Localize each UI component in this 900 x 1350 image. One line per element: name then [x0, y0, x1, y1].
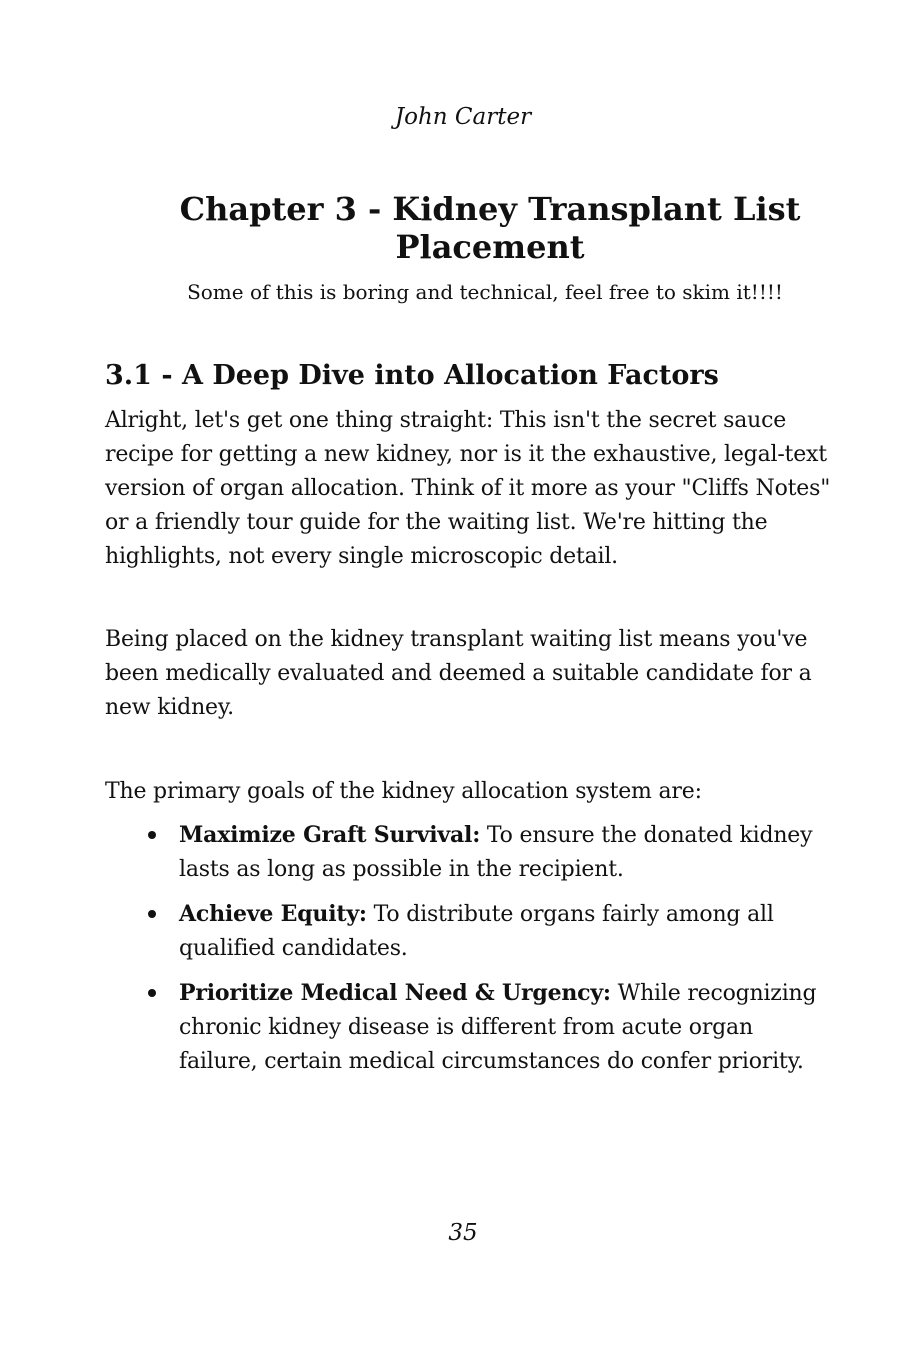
list-item [140, 897, 830, 966]
bullet-icon [148, 910, 156, 918]
body-paragraph-waiting-list: Being placed on the kidney transplant waiting list means you've been medically evaluated and deemed a suitable candidate for a new kidney. [105, 627, 812, 720]
running-head-author: John Carter [394, 104, 532, 130]
body-paragraph-intro: Alright, let's get one thing straight: This isn't the secret sauce recipe for getting a new kidney, nor is it the exhaustive, legal-text version of organ allocation. Think of it more as your "Cliffs Notes" or a friendly tour guide for the waiting list. We're hitting the highlights, not every single microscopic detail. [105, 408, 831, 569]
page-number: 35 [448, 1220, 478, 1246]
chapter-title: Chapter 3 - Kidney Transplant List Placement [179, 190, 801, 266]
bullet-icon [148, 831, 156, 839]
goal-term: Achieve Equity: [179, 901, 367, 927]
list-item [140, 818, 830, 887]
section-heading: 3.1 - A Deep Dive into Allocation Factors [105, 360, 719, 391]
goal-term: Maximize Graft Survival: [179, 822, 481, 848]
goal-description: To ensure the donated kidney lasts as long as possible in the recipient. [179, 823, 813, 882]
allocation-goals-list [140, 818, 830, 1089]
body-paragraph-goals-lead: The primary goals of the kidney allocation system are: [105, 779, 702, 804]
goal-term: Prioritize Medical Need & Urgency: [179, 980, 611, 1006]
goal-description: To distribute organs fairly among all qualified candidates. [179, 902, 774, 961]
goal-description: While recognizing chronic kidney disease is different from acute organ failure, certain medical circumstances do confer priority. [179, 981, 817, 1074]
bullet-icon [148, 989, 156, 997]
list-item [140, 976, 830, 1079]
chapter-subtitle: Some of this is boring and technical, feel free to skim it!!!! [187, 280, 783, 304]
